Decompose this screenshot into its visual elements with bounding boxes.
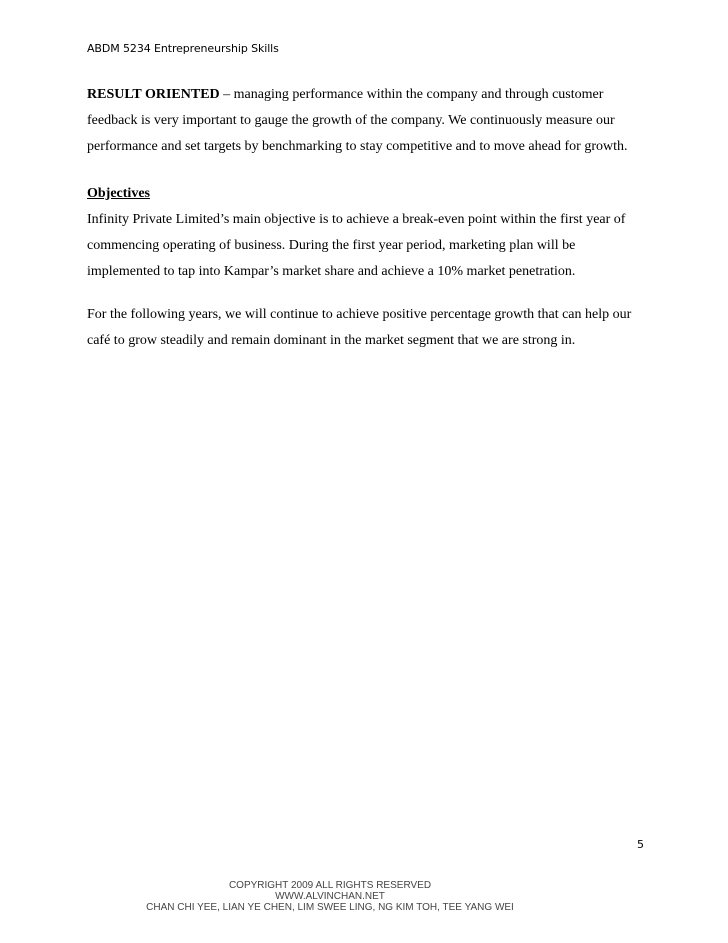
objectives-heading: Objectives xyxy=(87,186,150,201)
result-oriented-text: – managing performance within the company and through customer feedback is very important to gauge the growth of the company. We continuously measure our performance and set targets by benchmarking to stay competitive and to move ahead for growth. xyxy=(87,87,628,154)
objectives-section xyxy=(87,181,647,285)
objectives-paragraph-2: For the following years, we will continue to achieve positive percentage growth that can help our café to grow steadily and remain dominant in the market segment that we are strong in. xyxy=(87,307,632,348)
page-footer xyxy=(0,880,660,913)
footer-authors: CHAN CHI YEE, LIAN YE CHEN, LIM SWEE LING, NG KIM TOH, TEE YANG WEI xyxy=(146,902,514,913)
footer-copyright: COPYRIGHT 2009 ALL RIGHTS RESERVED xyxy=(228,880,432,891)
growth-paragraph-container xyxy=(87,302,647,354)
footer-website: WWW.ALVINCHAN.NET xyxy=(275,891,385,902)
result-oriented-label: RESULT ORIENTED xyxy=(87,87,220,102)
page-number: 5 xyxy=(637,838,644,851)
result-oriented-paragraph xyxy=(87,82,647,160)
page-header: ABDM 5234 Entrepreneurship Skills xyxy=(87,42,279,55)
objectives-paragraph-1: Infinity Private Limited’s main objective is to achieve a break-even point within the first year of commencing operating of business. During the first year period, marketing plan will be implemented to tap into Kampar’s market share and achieve a 10% market penetration. xyxy=(87,212,626,279)
